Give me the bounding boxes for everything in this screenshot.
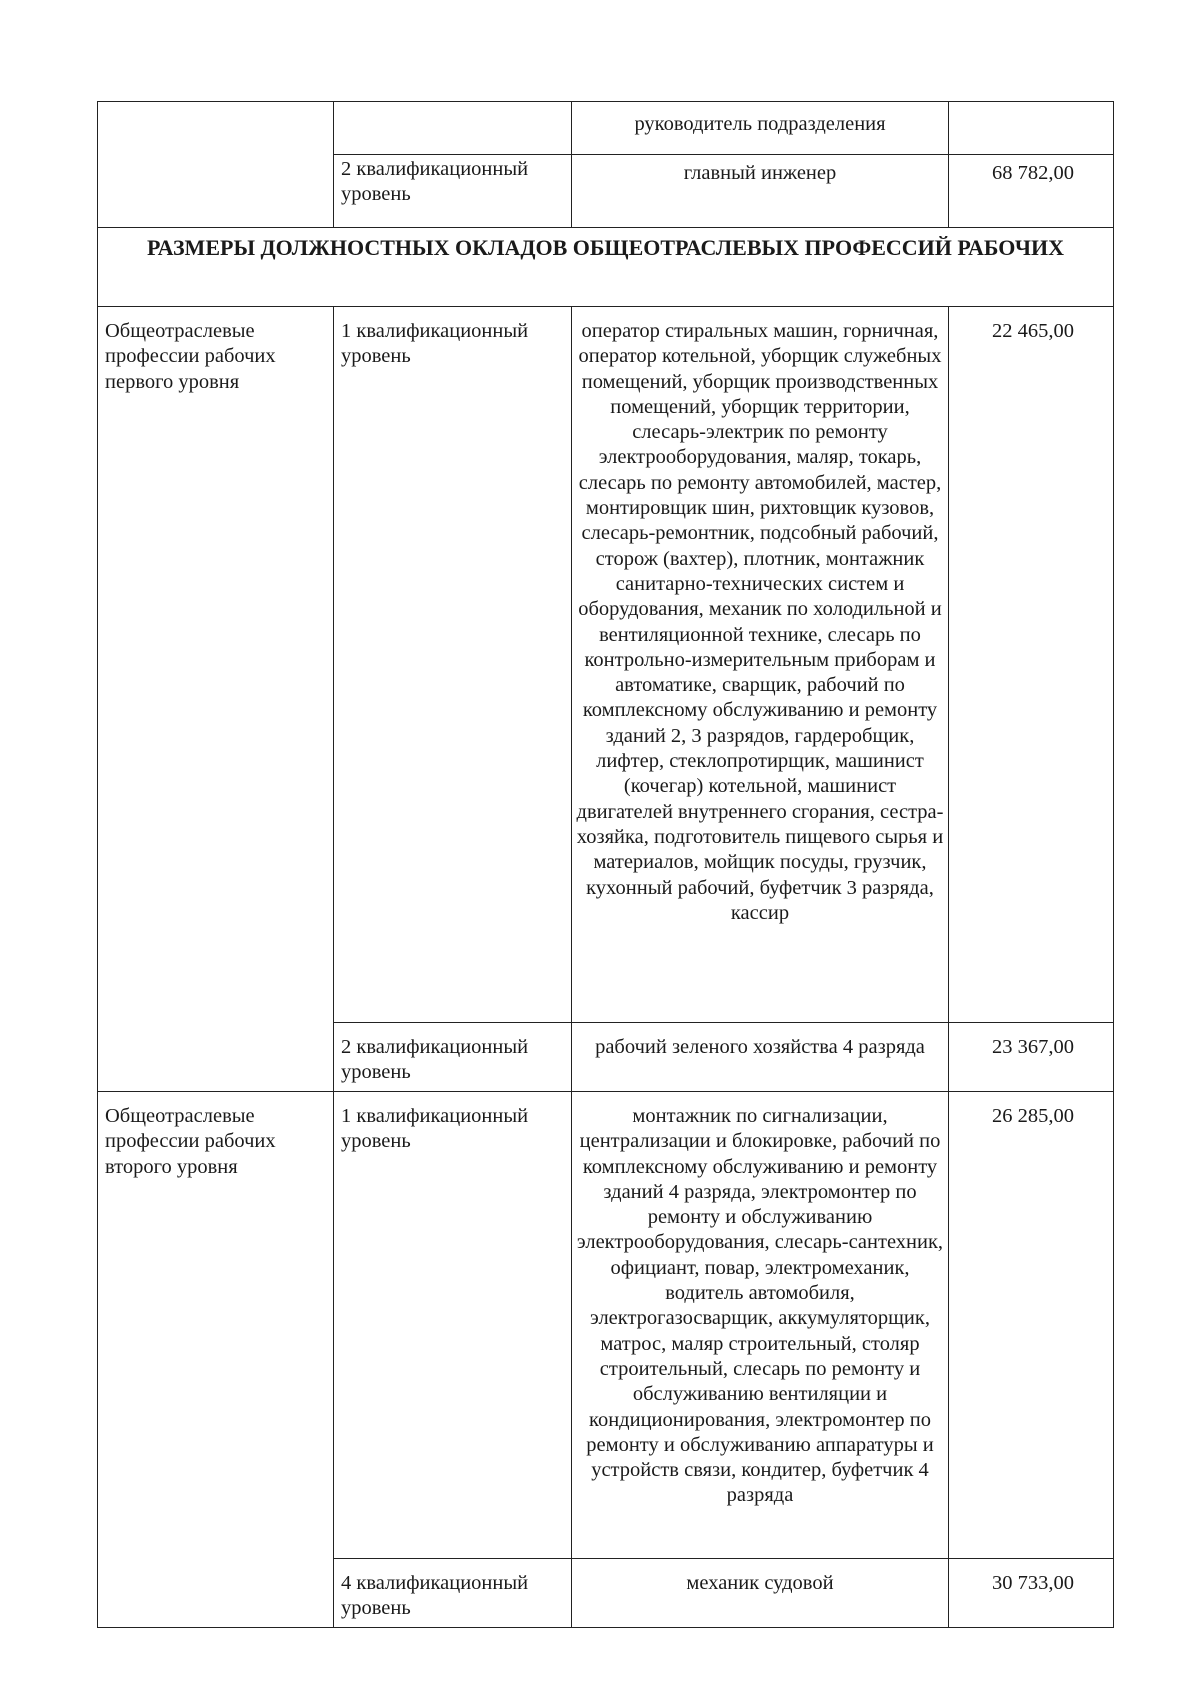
empty-level-cell <box>334 102 572 155</box>
salary-table <box>97 101 1114 1628</box>
position-cell: руководитель подразделения <box>572 102 949 155</box>
salary-cell: 26 285,00 <box>949 1092 1114 1559</box>
table-row <box>98 102 1114 155</box>
level-cell: 2 квалификационный уровень <box>334 1023 572 1092</box>
group-cell: Общеотраслевые профессии рабочих первого уровня <box>98 307 334 1092</box>
section-heading-row <box>98 228 1114 307</box>
empty-salary-cell <box>949 102 1114 155</box>
table-row <box>98 1092 1114 1559</box>
level-cell: 1 квалификационный уровень <box>334 307 572 1023</box>
salary-cell: 23 367,00 <box>949 1023 1114 1092</box>
level-cell: 2 квалификационный уровень <box>334 155 572 228</box>
level-cell: 1 квалификационный уровень <box>334 1092 572 1559</box>
table-row <box>98 307 1114 1023</box>
salary-cell: 22 465,00 <box>949 307 1114 1023</box>
position-cell: главный инженер <box>572 155 949 228</box>
position-cell: рабочий зеленого хозяйства 4 разряда <box>572 1023 949 1092</box>
section-heading: РАЗМЕРЫ ДОЛЖНОСТНЫХ ОКЛАДОВ ОБЩЕОТРАСЛЕВЫХ ПРОФЕССИЙ РАБОЧИХ <box>98 228 1114 307</box>
group-cell: Общеотраслевые профессии рабочих второго уровня <box>98 1092 334 1628</box>
empty-group-cell <box>98 102 334 228</box>
salary-cell: 68 782,00 <box>949 155 1114 228</box>
position-cell: оператор стиральных машин, горничная, оператор котельной, уборщик служебных помещений, уборщик производственных помещений, уборщик территории, слесарь-электрик по ремонту электрооборудования, маляр, токарь, слесарь по ремонту автомобилей, мастер, монтировщик шин, рихтовщик кузовов, слесарь-ремонтник, подсобный рабочий, сторож (вахтер), плотник, монтажник санитарно-технических систем и оборудования, механик по холодильной и вентиляционной технике, слесарь по контрольно-измерительным приборам и автоматике, сварщик, рабочий по комплексному обслуживанию и ремонту зданий 2, 3 разрядов, гардеробщик, лифтер, стеклопротирщик, машинист (кочегар) котельной, машинист двигателей внутреннего сгорания, сестра-хозяйка, подготовитель пищевого сырья и материалов, мойщик посуды, грузчик, кухонный рабочий, буфетчик 3 разряда, кассир <box>572 307 949 1023</box>
position-cell: механик судовой <box>572 1559 949 1628</box>
level-cell: 4 квалификационный уровень <box>334 1559 572 1628</box>
salary-cell: 30 733,00 <box>949 1559 1114 1628</box>
position-cell: монтажник по сигнализации, централизации и блокировке, рабочий по комплексному обслуживанию и ремонту зданий 4 разряда, электромонтер по ремонту и обслуживанию электрооборудования, слесарь-сантехник, официант, повар, электромеханик, водитель автомобиля, электрогазосварщик, аккумуляторщик, матрос, маляр строительный, столяр строительный, слесарь по ремонту и обслуживанию вентиляции и кондиционирования, электромонтер по ремонту и обслуживанию аппаратуры и устройств связи, кондитер, буфетчик 4 разряда <box>572 1092 949 1559</box>
